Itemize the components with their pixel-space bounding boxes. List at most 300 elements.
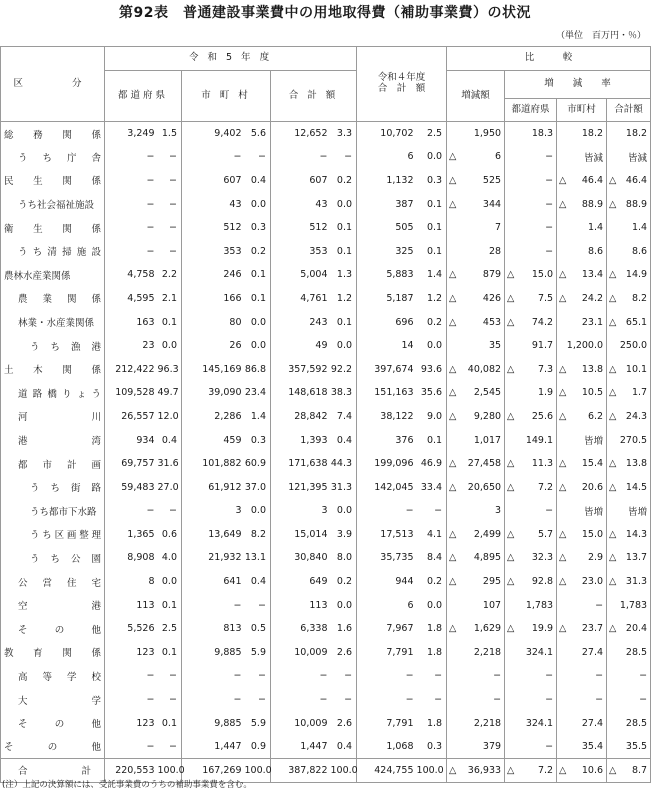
cell-rate-total: △ 13.8 (607, 452, 651, 476)
cell-pref-pct: − (158, 169, 182, 193)
cell-muni: 607 (182, 169, 245, 193)
table-row (1, 688, 651, 712)
cell-pref: − (105, 499, 158, 523)
cell-rate-muni: 皆増 (557, 499, 607, 523)
row-label: 道 路 橋 り ょ う (1, 381, 105, 405)
cell-r4: − (357, 664, 417, 688)
cell-pref-pct: 0.6 (158, 523, 182, 547)
cell-rate-muni: 1,200.0 (557, 334, 607, 358)
row-label: そ の 他 (1, 617, 105, 641)
cell-pref-pct: 2.1 (158, 287, 182, 311)
cell-muni-pct: 0.0 (245, 192, 271, 216)
cell-rate-muni: △ 15.4 (557, 452, 607, 476)
row-label: 林業・水産業関係 (1, 310, 105, 334)
cell-pref-pct: 2.5 (158, 617, 182, 641)
cell-sum: 607 (271, 169, 331, 193)
cell-sum-pct: 0.2 (331, 570, 357, 594)
cell-r4: 10,702 (357, 122, 417, 146)
cell-pref-pct: 0.4 (158, 428, 182, 452)
rate-pref-header: 都道府県 (505, 99, 557, 122)
cell-sum: 512 (271, 216, 331, 240)
cell-pref: 23 (105, 334, 158, 358)
cell-rate-total: △ 65.1 (607, 310, 651, 334)
table-row (1, 617, 651, 641)
cell-r4: 376 (357, 428, 417, 452)
cell-diff: 3 (447, 499, 505, 523)
cell-muni-pct: 60.9 (245, 452, 271, 476)
cell-pref-pct: 96.3 (158, 357, 182, 381)
cell-rate-muni: − (557, 593, 607, 617)
cell-sum-pct: 1.3 (331, 263, 357, 287)
cell-r4: 7,791 (357, 711, 417, 735)
cell-rate-total: △ 8.2 (607, 287, 651, 311)
cell-rate-muni: 8.6 (557, 239, 607, 263)
cell-rate-muni: 27.4 (557, 711, 607, 735)
cell-rate-pref: 324.1 (505, 641, 557, 665)
cell-sum-pct: 0.4 (331, 735, 357, 759)
cell-r4: 696 (357, 310, 417, 334)
row-label: うち都市下水路 (1, 499, 105, 523)
cell-pref: − (105, 145, 158, 169)
cell-r4-pct: 35.6 (417, 381, 447, 405)
cell-muni: 166 (182, 287, 245, 311)
cell-sum-pct: − (331, 145, 357, 169)
cell-r4: − (357, 688, 417, 712)
cell-muni-pct: 0.1 (245, 263, 271, 287)
cell-sum: 1,393 (271, 428, 331, 452)
table-row (1, 334, 651, 358)
cell-sum-pct: 0.0 (331, 334, 357, 358)
cell-rate-pref: 1.9 (505, 381, 557, 405)
cell-rate-total: △ 46.4 (607, 169, 651, 193)
cell-rate-total: 18.2 (607, 122, 651, 146)
rate-total-header: 合計額 (607, 99, 651, 122)
cell-r4-pct: 0.1 (417, 428, 447, 452)
cell-r4: 424,755 (357, 759, 417, 783)
cell-sum: 649 (271, 570, 331, 594)
cell-pref: 3,249 (105, 122, 158, 146)
cell-pref: − (105, 688, 158, 712)
cell-rate-muni: △ 10.6 (557, 759, 607, 783)
cell-diff: 35 (447, 334, 505, 358)
cell-diff: − (447, 664, 505, 688)
cell-sum: 10,009 (271, 641, 331, 665)
cell-muni: 2,286 (182, 405, 245, 429)
row-label: う ち 街 路 (1, 475, 105, 499)
cell-r4-pct: 1.2 (417, 287, 447, 311)
cell-r4: − (357, 499, 417, 523)
cell-sum-pct: 0.1 (331, 239, 357, 263)
row-label: 河 川 (1, 405, 105, 429)
cell-rate-pref: 18.3 (505, 122, 557, 146)
cell-rate-muni: △ 13.8 (557, 357, 607, 381)
cell-rate-pref: − (505, 499, 557, 523)
cell-rate-muni: 皆減 (557, 145, 607, 169)
cell-rate-total: 35.5 (607, 735, 651, 759)
cell-rate-pref: − (505, 216, 557, 240)
table-body (1, 122, 651, 783)
table-row (1, 357, 651, 381)
row-label: 大 学 (1, 688, 105, 712)
cell-pref: 4,595 (105, 287, 158, 311)
cell-sum: 28,842 (271, 405, 331, 429)
table-row (1, 287, 651, 311)
cell-muni-pct: 100.0 (245, 759, 271, 783)
compare-header: 比 較 (447, 47, 651, 71)
cell-rate-pref: △ 15.0 (505, 263, 557, 287)
row-label: 民 生 関 係 (1, 169, 105, 193)
cell-muni: − (182, 688, 245, 712)
cell-rate-total: 8.6 (607, 239, 651, 263)
cell-sum-pct: 1.6 (331, 617, 357, 641)
cell-pref: − (105, 216, 158, 240)
cell-pref-pct: 0.1 (158, 641, 182, 665)
table-row (1, 735, 651, 759)
cell-pref: 8 (105, 570, 158, 594)
cell-r4-pct: 9.0 (417, 405, 447, 429)
cell-muni-pct: 13.1 (245, 546, 271, 570)
cell-pref: 26,557 (105, 405, 158, 429)
cell-rate-pref: △ 92.8 (505, 570, 557, 594)
rate-header: 増 減 率 (505, 71, 651, 99)
cell-r4: 387 (357, 192, 417, 216)
cell-sum-pct: 2.6 (331, 711, 357, 735)
table-row (1, 593, 651, 617)
row-label: 合 計 (1, 759, 105, 783)
row-label: うち社会福祉施設 (1, 192, 105, 216)
cell-pref: − (105, 239, 158, 263)
cell-pref: 220,553 (105, 759, 158, 783)
cell-pref-pct: − (158, 192, 182, 216)
cell-muni: 813 (182, 617, 245, 641)
cell-pref-pct: − (158, 688, 182, 712)
cell-rate-total: △ 8.7 (607, 759, 651, 783)
cell-pref: 59,483 (105, 475, 158, 499)
cell-rate-total: 28.5 (607, 711, 651, 735)
cell-r4-pct: − (417, 499, 447, 523)
cell-r4-pct: 0.2 (417, 310, 447, 334)
table-row (1, 711, 651, 735)
cell-muni: 80 (182, 310, 245, 334)
cell-diff: △ 9,280 (447, 405, 505, 429)
cell-rate-total: △ 20.4 (607, 617, 651, 641)
cell-r4: 1,068 (357, 735, 417, 759)
cell-diff: △ 27,458 (447, 452, 505, 476)
table-row (1, 523, 651, 547)
cell-pref-pct: 0.0 (158, 570, 182, 594)
cell-diff: − (447, 688, 505, 712)
row-label: 衛 生 関 係 (1, 216, 105, 240)
cell-r4-pct: 8.4 (417, 546, 447, 570)
cell-r4-pct: 46.9 (417, 452, 447, 476)
cell-r4: 5,883 (357, 263, 417, 287)
row-label: う ち 漁 港 (1, 334, 105, 358)
cell-rate-pref: − (505, 192, 557, 216)
cell-diff: △ 6 (447, 145, 505, 169)
cell-sum: 12,652 (271, 122, 331, 146)
cell-pref-pct: 2.2 (158, 263, 182, 287)
cell-rate-pref: △ 19.9 (505, 617, 557, 641)
row-label: 土 木 関 係 (1, 357, 105, 381)
cell-sum: 30,840 (271, 546, 331, 570)
cell-sum: − (271, 145, 331, 169)
cell-r4: 7,791 (357, 641, 417, 665)
cell-rate-pref: 1,783 (505, 593, 557, 617)
table-row (1, 381, 651, 405)
cell-sum: 1,447 (271, 735, 331, 759)
cell-pref-pct: − (158, 216, 182, 240)
cell-rate-muni: 27.4 (557, 641, 607, 665)
cell-muni-pct: 0.0 (245, 310, 271, 334)
cell-rate-total: 250.0 (607, 334, 651, 358)
cell-rate-total: − (607, 688, 651, 712)
cell-muni: 39,090 (182, 381, 245, 405)
cell-rate-total: 皆減 (607, 145, 651, 169)
cell-sum: 3 (271, 499, 331, 523)
unit-note: （単位 百万円・％） (555, 31, 646, 41)
cell-sum: 49 (271, 334, 331, 358)
cell-r4: 5,187 (357, 287, 417, 311)
cell-sum-pct: 0.0 (331, 499, 357, 523)
cell-pref-pct: 49.7 (158, 381, 182, 405)
cell-diff: △ 879 (447, 263, 505, 287)
cell-pref-pct: − (158, 239, 182, 263)
cell-rate-total: 1,783 (607, 593, 651, 617)
cell-sum: 148,618 (271, 381, 331, 405)
cell-pref: 1,365 (105, 523, 158, 547)
cell-muni-pct: 0.0 (245, 499, 271, 523)
table-title: 第92表 普通建設事業費中の用地取得費（補助事業費）の状況 (119, 5, 531, 21)
cell-pref: 5,526 (105, 617, 158, 641)
category-header: 区 分 (1, 47, 105, 122)
cell-pref: − (105, 192, 158, 216)
cell-rate-total: 28.5 (607, 641, 651, 665)
table-row (1, 499, 651, 523)
table-row (1, 428, 651, 452)
cell-sum-pct: − (331, 664, 357, 688)
cell-r4-pct: 100.0 (417, 759, 447, 783)
cell-muni: 26 (182, 334, 245, 358)
cell-diff: △ 40,082 (447, 357, 505, 381)
cell-pref: − (105, 169, 158, 193)
cell-muni: 21,932 (182, 546, 245, 570)
cell-r4: 38,122 (357, 405, 417, 429)
cell-sum-pct: 100.0 (331, 759, 357, 783)
cell-rate-pref: △ 74.2 (505, 310, 557, 334)
cell-rate-pref: − (505, 239, 557, 263)
cell-pref-pct: − (158, 145, 182, 169)
cell-pref: 4,758 (105, 263, 158, 287)
cell-rate-total: △ 31.3 (607, 570, 651, 594)
cell-r4-pct: 1.4 (417, 263, 447, 287)
cell-sum: 243 (271, 310, 331, 334)
cell-rate-muni: 皆増 (557, 428, 607, 452)
cell-rate-muni: △ 10.5 (557, 381, 607, 405)
cell-pref-pct: 1.5 (158, 122, 182, 146)
cell-r4-pct: 0.1 (417, 239, 447, 263)
cell-muni-pct: 0.5 (245, 617, 271, 641)
cell-sum-pct: 0.0 (331, 192, 357, 216)
cell-rate-pref: △ 7.2 (505, 759, 557, 783)
table-row (1, 192, 651, 216)
cell-pref-pct: 12.0 (158, 405, 182, 429)
cell-muni-pct: 0.1 (245, 287, 271, 311)
cell-muni: 1,447 (182, 735, 245, 759)
cell-muni: − (182, 145, 245, 169)
cell-sum-pct: 7.4 (331, 405, 357, 429)
cell-sum: 6,338 (271, 617, 331, 641)
cell-r4-pct: − (417, 688, 447, 712)
cell-diff: △ 36,933 (447, 759, 505, 783)
cell-rate-pref: △ 25.6 (505, 405, 557, 429)
cell-diff: 1,017 (447, 428, 505, 452)
cell-rate-muni: △ 6.2 (557, 405, 607, 429)
table-row (1, 122, 651, 146)
cell-rate-total: 270.5 (607, 428, 651, 452)
cell-muni: 43 (182, 192, 245, 216)
cell-sum: 4,761 (271, 287, 331, 311)
cell-muni: 101,882 (182, 452, 245, 476)
cell-rate-total: △ 14.9 (607, 263, 651, 287)
cell-pref: − (105, 664, 158, 688)
cell-sum: 353 (271, 239, 331, 263)
cell-muni: − (182, 664, 245, 688)
cell-muni: 512 (182, 216, 245, 240)
cell-rate-total: △ 24.3 (607, 405, 651, 429)
cell-sum: 113 (271, 593, 331, 617)
cell-muni-pct: 0.4 (245, 570, 271, 594)
footnote: (注）上記の決算額には、受託事業費のうちの補助事業費を含む。 (2, 780, 252, 790)
cell-rate-pref: 324.1 (505, 711, 557, 735)
cell-rate-muni: △ 23.0 (557, 570, 607, 594)
cell-rate-muni: △ 2.9 (557, 546, 607, 570)
cell-muni-pct: 5.6 (245, 122, 271, 146)
cell-sum-pct: 2.6 (331, 641, 357, 665)
cell-pref-pct: 27.0 (158, 475, 182, 499)
cell-sum-pct: 3.9 (331, 523, 357, 547)
cell-muni-pct: 1.4 (245, 405, 271, 429)
cell-rate-pref: △ 11.3 (505, 452, 557, 476)
cell-r4-pct: 1.8 (417, 617, 447, 641)
cell-r4-pct: 0.1 (417, 192, 447, 216)
rate-muni-header: 市町村 (557, 99, 607, 122)
cell-rate-pref: − (505, 735, 557, 759)
cell-sum-pct: 3.3 (331, 122, 357, 146)
row-label: 公 営 住 宅 (1, 570, 105, 594)
cell-pref-pct: 0.0 (158, 334, 182, 358)
cell-rate-pref: − (505, 169, 557, 193)
cell-r4: 7,967 (357, 617, 417, 641)
table-row (1, 475, 651, 499)
row-label: そ の 他 (1, 735, 105, 759)
cell-sum-pct: 8.0 (331, 546, 357, 570)
cell-muni: 9,885 (182, 641, 245, 665)
cell-rate-muni: △ 15.0 (557, 523, 607, 547)
cell-r4: 35,735 (357, 546, 417, 570)
row-label: 教 育 関 係 (1, 641, 105, 665)
cell-r4-pct: 1.8 (417, 711, 447, 735)
row-label: う ち 区 画 整 理 (1, 523, 105, 547)
cell-muni: − (182, 593, 245, 617)
land-acquisition-table (0, 46, 651, 783)
cell-sum-pct: 92.2 (331, 357, 357, 381)
cell-diff: △ 344 (447, 192, 505, 216)
table-row (1, 310, 651, 334)
cell-rate-muni: 35.4 (557, 735, 607, 759)
cell-pref-pct: − (158, 664, 182, 688)
cell-sum-pct: 44.3 (331, 452, 357, 476)
cell-muni: 353 (182, 239, 245, 263)
row-label: 都 市 計 画 (1, 452, 105, 476)
cell-muni: 61,912 (182, 475, 245, 499)
cell-r4: 142,045 (357, 475, 417, 499)
cell-muni-pct: − (245, 688, 271, 712)
table-row (1, 452, 651, 476)
cell-muni: 3 (182, 499, 245, 523)
cell-muni: 9,402 (182, 122, 245, 146)
cell-pref-pct: 0.1 (158, 310, 182, 334)
cell-rate-pref: △ 32.3 (505, 546, 557, 570)
cell-pref: 212,422 (105, 357, 158, 381)
cell-rate-muni: △ 20.6 (557, 475, 607, 499)
cell-sum: 387,822 (271, 759, 331, 783)
cell-diff: 1,950 (447, 122, 505, 146)
cell-diff: 379 (447, 735, 505, 759)
cell-rate-pref: 91.7 (505, 334, 557, 358)
table-row (1, 664, 651, 688)
table-row (1, 169, 651, 193)
cell-rate-total: △ 14.5 (607, 475, 651, 499)
cell-r4: 6 (357, 145, 417, 169)
cell-sum: 10,009 (271, 711, 331, 735)
cell-pref: − (105, 735, 158, 759)
r4-header: 令和４年度 合 計 額 (357, 47, 447, 122)
cell-rate-muni: 18.2 (557, 122, 607, 146)
cell-r4: 944 (357, 570, 417, 594)
cell-rate-total: △ 14.3 (607, 523, 651, 547)
cell-r4: 505 (357, 216, 417, 240)
cell-sum-pct: 0.2 (331, 169, 357, 193)
cell-diff: 28 (447, 239, 505, 263)
cell-r4-pct: 4.1 (417, 523, 447, 547)
cell-rate-pref: − (505, 145, 557, 169)
cell-r4: 151,163 (357, 381, 417, 405)
cell-muni: 13,649 (182, 523, 245, 547)
cell-diff: 107 (447, 593, 505, 617)
cell-sum: − (271, 688, 331, 712)
cell-diff: △ 1,629 (447, 617, 505, 641)
cell-r4: 1,132 (357, 169, 417, 193)
cell-r4-pct: 33.4 (417, 475, 447, 499)
cell-rate-total: △ 13.7 (607, 546, 651, 570)
cell-sum: 171,638 (271, 452, 331, 476)
cell-diff: △ 295 (447, 570, 505, 594)
cell-sum: 5,004 (271, 263, 331, 287)
row-label: 総 務 関 係 (1, 122, 105, 146)
cell-diff: △ 426 (447, 287, 505, 311)
cell-pref-pct: 4.0 (158, 546, 182, 570)
cell-sum: 121,395 (271, 475, 331, 499)
cell-rate-muni: 23.1 (557, 310, 607, 334)
cell-r4-pct: − (417, 664, 447, 688)
cell-diff: △ 525 (447, 169, 505, 193)
table-row (1, 405, 651, 429)
cell-r4-pct: 2.5 (417, 122, 447, 146)
cell-r4: 325 (357, 239, 417, 263)
row-label: 高 等 学 校 (1, 664, 105, 688)
cell-muni: 145,169 (182, 357, 245, 381)
row-label: 空 港 (1, 593, 105, 617)
